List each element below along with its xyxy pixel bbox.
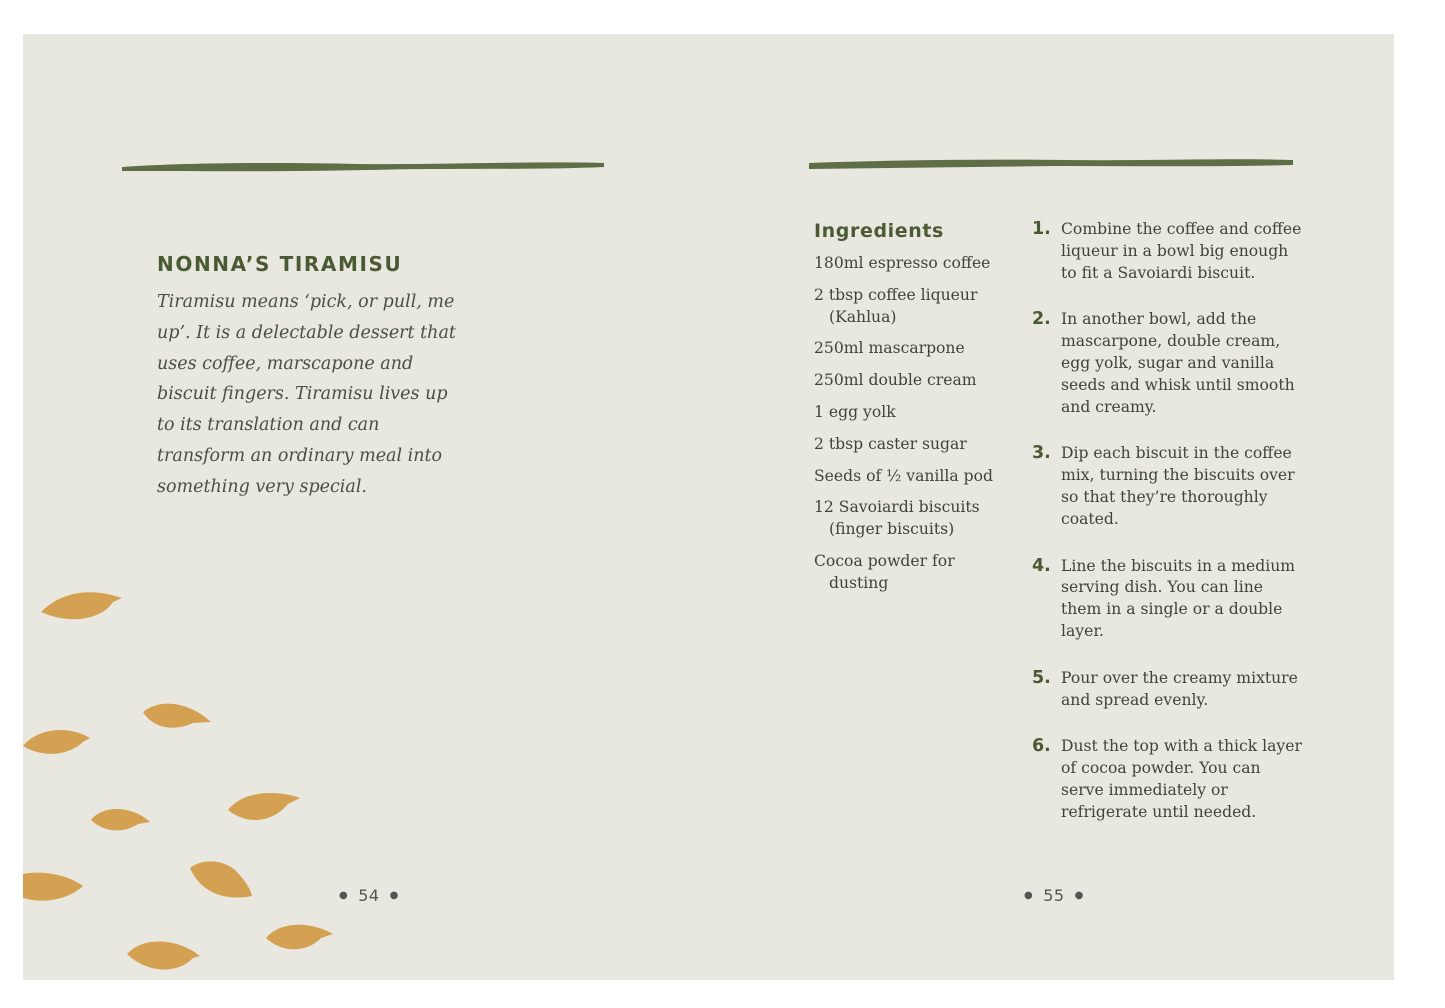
step-text: Dip each biscuit in the coffee mix, turning the biscuits over so that they’re thoroughly coated. (1061, 444, 1295, 528)
step-text: Line the biscuits in a medium serving dish. You can line them in a single or a double layer. (1061, 556, 1296, 640)
leaf-icon (23, 873, 83, 901)
step-number: 6. (1032, 736, 1051, 757)
step-number: 2. (1032, 309, 1051, 330)
step-number: 1. (1032, 219, 1051, 239)
recipe-intro: Tiramisu means ‘pick, or pull, me up’. It is a delectable dessert that uses coffee, marscapone and biscuit fingers. Tiramisu lives up to its translation and can transform an ordinary meal into something very special. (157, 292, 456, 497)
step-text: Dust the top with a thick layer of cocoa powder. You can serve immediately or refrigerate until needed. (1061, 737, 1302, 821)
ingredient-item: 2 tbsp caster sugar (814, 434, 967, 453)
leaf-icon (41, 592, 122, 619)
right-brush-stroke (809, 159, 1293, 169)
step-text: Pour over the creamy mixture and spread evenly. (1061, 668, 1298, 709)
leaf-icon (91, 809, 150, 830)
ingredient-item: 2 tbsp coffee liqueur (Kahlua) (814, 285, 978, 326)
ingredient-item: 250ml double cream (814, 371, 977, 390)
method-steps (1032, 219, 1302, 849)
leaf-icon (127, 941, 200, 969)
method-step (1032, 736, 1302, 823)
method-step (1032, 556, 1302, 643)
page-number-dot: ● (389, 890, 399, 901)
method-step (1032, 309, 1302, 418)
ingredient-item: 12 Savoiardi biscuits (finger biscuits) (814, 498, 980, 539)
ingredients-list (814, 253, 1014, 605)
leaf-icon (190, 861, 252, 897)
step-number: 3. (1032, 443, 1051, 464)
ingredient-item: Seeds of ½ vanilla pod (814, 466, 993, 485)
page-number-text: 54 (358, 886, 380, 905)
right-brush-rule (805, 154, 1297, 176)
ingredient-item: Cocoa powder for dusting (814, 551, 955, 592)
step-number: 4. (1032, 555, 1051, 576)
step-text: Combine the coffee and coffee liqueur in a bowl big enough to fit a Savoiardi biscuit. (1061, 220, 1302, 282)
page-number-dot: ● (1074, 890, 1084, 901)
ingredient-item: 180ml espresso coffee (814, 254, 991, 272)
recipe-title: NONNA’S TIRAMISU (157, 252, 403, 276)
leaf-icon (23, 730, 90, 754)
page-number-right (1014, 886, 1094, 905)
method-step (1032, 443, 1302, 530)
step-text: In another bowl, add the mascarpone, double cream, egg yolk, sugar and vanilla seeds and whisk until smooth and creamy. (1061, 310, 1295, 416)
ingredient-item: 1 egg yolk (814, 402, 896, 421)
method-step (1032, 668, 1302, 712)
page-number-dot: ● (339, 890, 349, 901)
left-brush-stroke (122, 162, 604, 171)
leaf-icon (228, 793, 300, 820)
ingredient-item: 250ml mascarpone (814, 339, 965, 358)
page-number-text: 55 (1043, 886, 1065, 905)
leaf-icon (143, 704, 211, 728)
left-brush-rule (118, 156, 608, 178)
leaf-icon (266, 925, 333, 950)
ingredients-heading: Ingredients (814, 220, 944, 242)
leaf-decoration (23, 560, 343, 980)
page-number-left (329, 886, 409, 905)
step-number: 5. (1032, 667, 1051, 688)
method-step (1032, 219, 1302, 284)
page-number-dot: ● (1024, 890, 1034, 901)
